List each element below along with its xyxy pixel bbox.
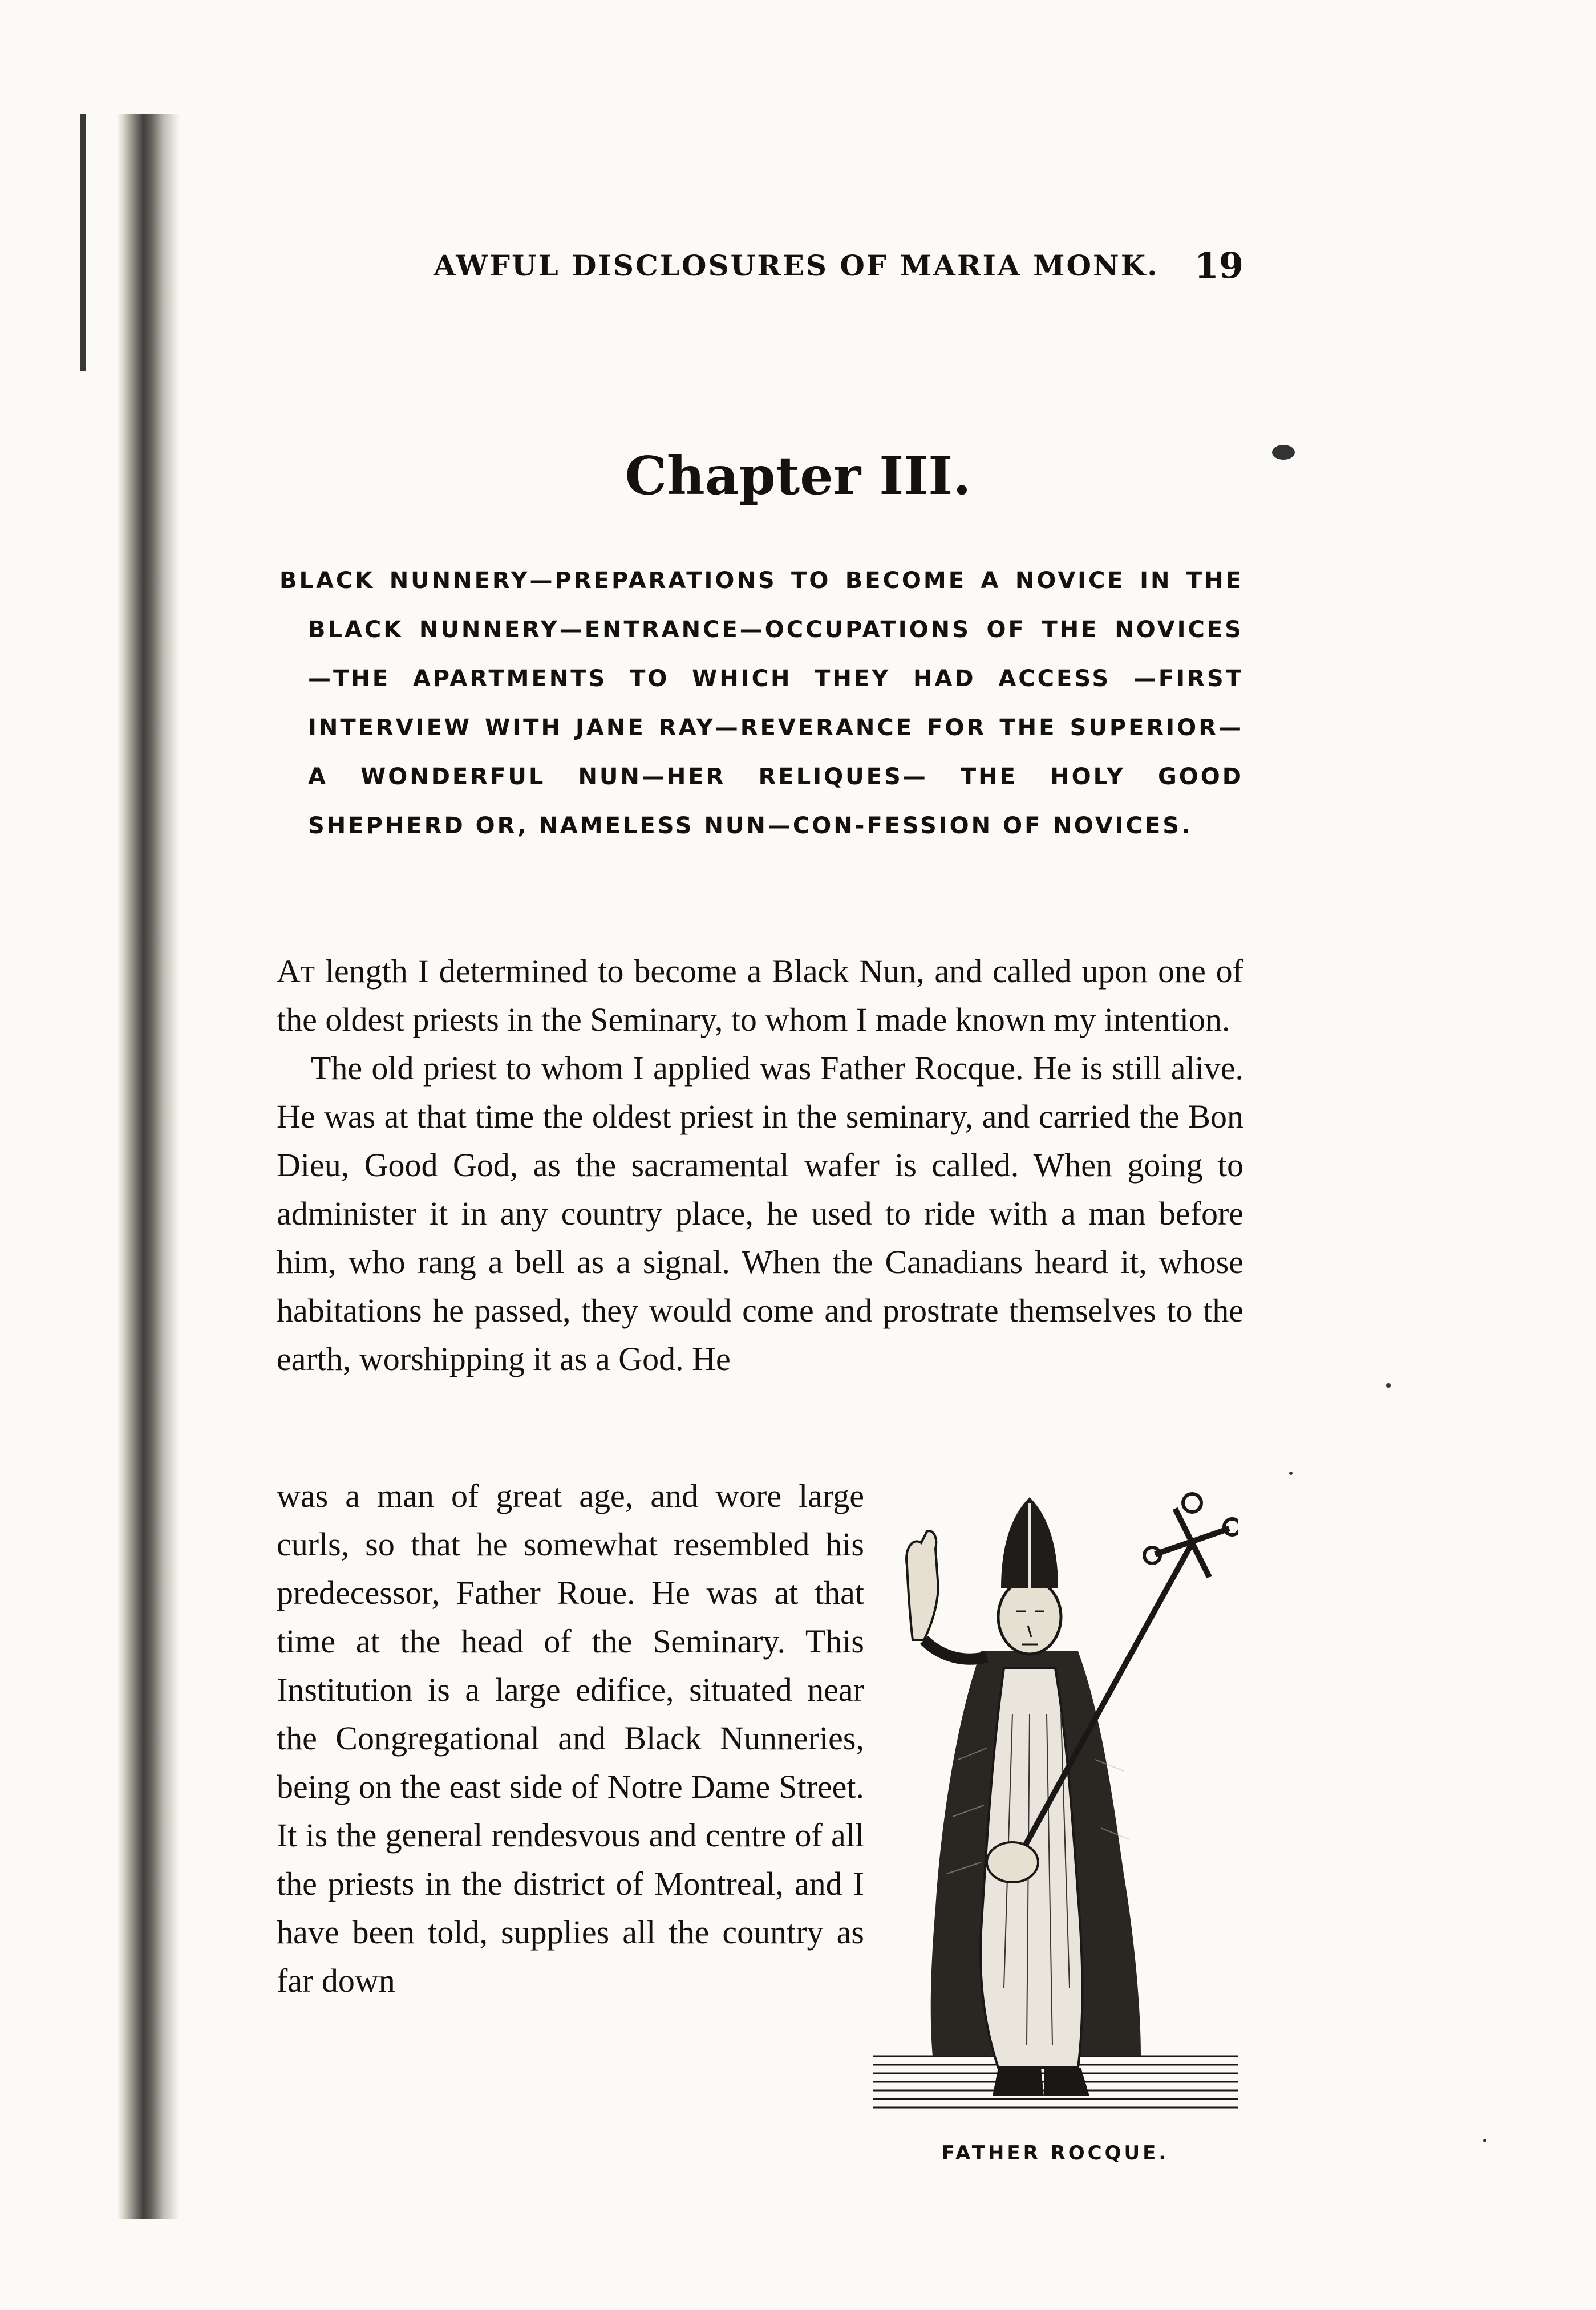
running-head: AWFUL DISCLOSURES OF MARIA MONK. (434, 248, 1159, 282)
chapter-synopsis: BLACK NUNNERY—PREPARATIONS TO BECOME A NOVICE IN THE BLACK NUNNERY—ENTRANCE—OCCUPATIONS OF THE NOVICES—THE APARTMENTS TO WHICH THEY HAD ACCESS —FIRST INTERVIEW WITH JANE RAY—REVERANCE FOR THE SUPERIOR—A WONDERFUL NUN—HER RELIQUES— THE HOLY GOOD SHEPHERD OR, NAMELESS NUN—CON-FESSION OF NOVICES. (279, 568, 1243, 839)
figure-caption: FATHER ROCQUE. (941, 2142, 1169, 2165)
book-gutter (117, 114, 180, 2219)
paragraph-1 (277, 947, 1243, 1044)
scan-speck (1386, 1383, 1391, 1388)
scan-speck (1289, 1472, 1293, 1475)
paragraph-2-continued: was a man of great age, and wore large curls, so that he somewhat resembled his predecessor, Father Roue. He was at that time at the head of the Seminary. This Institution is a large edifice, situated near the Congregational and Black Nunneries, being on the east side of Notre Dame Street. It is the general rendesvous and centre of all the priests in the district of Montreal, and I have been told, supplies all the country as far down (277, 1477, 864, 1999)
paragraph-1-lead: At (277, 953, 315, 990)
scan-speck (1483, 2139, 1486, 2142)
page-header (434, 242, 1243, 288)
chapter-title: Chapter III. (625, 445, 971, 506)
priest-engraving (873, 1474, 1238, 2165)
page-number: 19 (1194, 244, 1243, 286)
page-edge-shadow (80, 114, 86, 371)
paragraph-1-text: length I determined to become a Black Nun, and called upon one of the oldest priests in the Seminary, to whom I made known my intention. (277, 953, 1243, 1038)
body-text (277, 947, 1243, 1383)
scan-speck (1272, 445, 1295, 460)
priest-engraving-icon (873, 1474, 1238, 2147)
paragraph-2: The old priest to whom I applied was Father Rocque. He is still alive. He was at that time the oldest priest in the seminary, and carried the Bon Dieu, Good God, as the sacramental wafer is called. When going to administer it in any country place, he used to ride with a man before him, who rang a bell as a signal. When the Canadians heard it, whose habitations he passed, they would come and prostrate themselves to the earth, worshipping it as a God. He (277, 1049, 1243, 1377)
